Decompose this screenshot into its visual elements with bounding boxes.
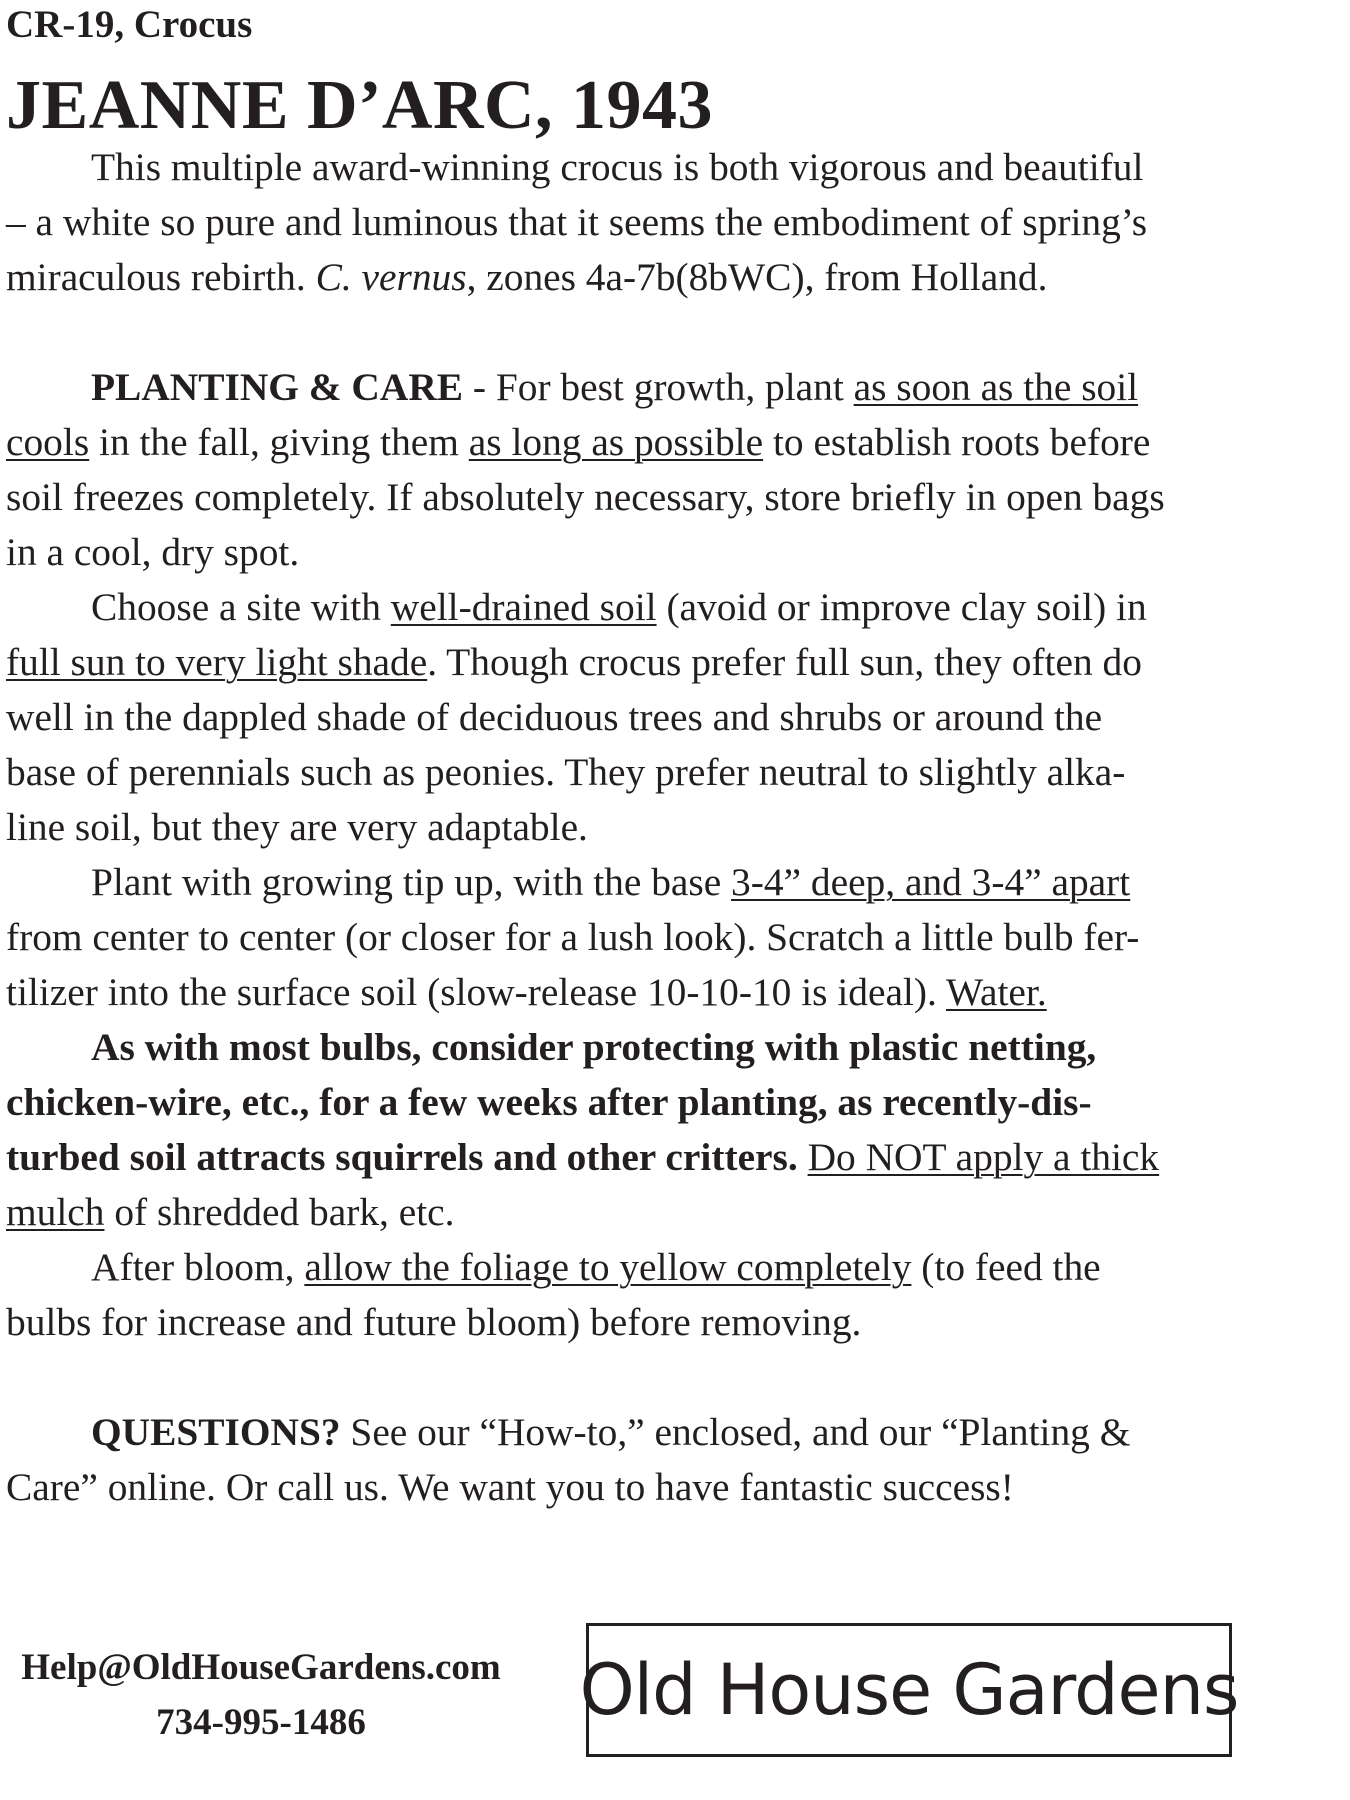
- intro-text: , zones 4a-7b(8bWC), from Holland.: [466, 255, 1048, 299]
- intro-text: miraculous rebirth.: [6, 255, 316, 299]
- planting-text: Choose a site with: [91, 585, 391, 629]
- planting-line: [6, 635, 1296, 690]
- warning-line: As with most bulbs, consider protecting with plastic netting,: [91, 1025, 1097, 1069]
- planting-line: line soil, but they are very adaptable.: [6, 805, 588, 849]
- planting-line: in a cool, dry spot.: [6, 530, 300, 574]
- emphasis-text: 3-4” deep, and 3-4” apart: [731, 860, 1131, 904]
- product-code: CR-19, Crocus: [6, 3, 253, 46]
- emphasis-text: Do NOT apply a thick: [807, 1135, 1160, 1179]
- planting-line: bulbs for increase and future bloom) before removing.: [6, 1300, 862, 1344]
- planting-line: [6, 855, 1296, 910]
- planting-line: [6, 965, 1296, 1020]
- planting-text: After bloom,: [91, 1245, 305, 1289]
- variety-title: JEANNE D’ARC, 1943: [6, 67, 714, 144]
- planting-line: [6, 415, 1296, 470]
- intro-line: – a white so pure and luminous that it seems the embodiment of spring’s: [6, 200, 1148, 244]
- planting-line: [6, 360, 1296, 415]
- spacer: [6, 305, 1296, 360]
- questions-line: Care” online. Or call us. We want you to have fantastic success!: [6, 1465, 1014, 1509]
- emphasis-text: full sun to very light shade: [6, 640, 428, 684]
- card-body: [6, 140, 1296, 1515]
- planting-line: from center to center (or closer for a lush look). Scratch a little bulb fer-: [6, 915, 1140, 959]
- logo-wordmark: Old House Gardens: [579, 1649, 1239, 1731]
- questions-heading: QUESTIONS?: [91, 1410, 341, 1454]
- planting-text: tilizer into the surface soil (slow-release 10-10-10 is ideal).: [6, 970, 946, 1014]
- emphasis-text: allow the foliage to yellow completely: [304, 1245, 912, 1289]
- planting-text: in the fall, giving them: [89, 420, 469, 464]
- intro-line: This multiple award-winning crocus is both vigorous and beautiful: [91, 145, 1144, 189]
- emphasis-text: well-drained soil: [390, 585, 657, 629]
- planting-text: (to feed the: [911, 1245, 1101, 1289]
- emphasis-text: Water.: [945, 970, 1047, 1014]
- emphasis-text: cools: [6, 420, 90, 464]
- planting-text: of shredded bark, etc.: [104, 1190, 455, 1234]
- emphasis-text: mulch: [6, 1190, 105, 1234]
- planting-text: - For best growth, plant: [463, 365, 854, 409]
- contact-email: Help@OldHouseGardens.com: [21, 1647, 501, 1688]
- questions-line: [6, 1405, 1296, 1460]
- planting-line: soil freezes completely. If absolutely necessary, store briefly in open bags: [6, 475, 1165, 519]
- planting-heading: PLANTING & CARE: [91, 365, 464, 409]
- intro-line: [6, 250, 1296, 305]
- emphasis-text: as long as possible: [468, 420, 764, 464]
- planting-line: well in the dappled shade of deciduous trees and shrubs or around the: [6, 695, 1103, 739]
- planting-line: base of perennials such as peonies. They prefer neutral to slightly alka-: [6, 750, 1126, 794]
- brand-logo: [579, 1623, 1239, 1757]
- contact-phone: 734-995-1486: [156, 1702, 366, 1743]
- spacer: [6, 1350, 1296, 1405]
- planting-text: . Though crocus prefer full sun, they often do: [427, 640, 1142, 684]
- questions-text: See our “How-to,” enclosed, and our “Planting &: [340, 1410, 1131, 1454]
- species-name: C. vernus: [315, 255, 467, 299]
- emphasis-text: as soon as the soil: [853, 365, 1139, 409]
- planting-line: [6, 1240, 1296, 1295]
- planting-line: [6, 1185, 1296, 1240]
- planting-text: Plant with growing tip up, with the base: [91, 860, 732, 904]
- warning-line: [6, 1130, 1296, 1185]
- warning-text: turbed soil attracts squirrels and other critters.: [6, 1135, 798, 1179]
- contact-block: [6, 1640, 516, 1750]
- planting-text: (avoid or improve clay soil) in: [656, 585, 1147, 629]
- warning-line: chicken-wire, etc., for a few weeks after planting, as recently-dis-: [6, 1080, 1092, 1124]
- planting-line: [6, 580, 1296, 635]
- planting-text: [798, 1135, 808, 1179]
- planting-text: to establish roots before: [763, 420, 1151, 464]
